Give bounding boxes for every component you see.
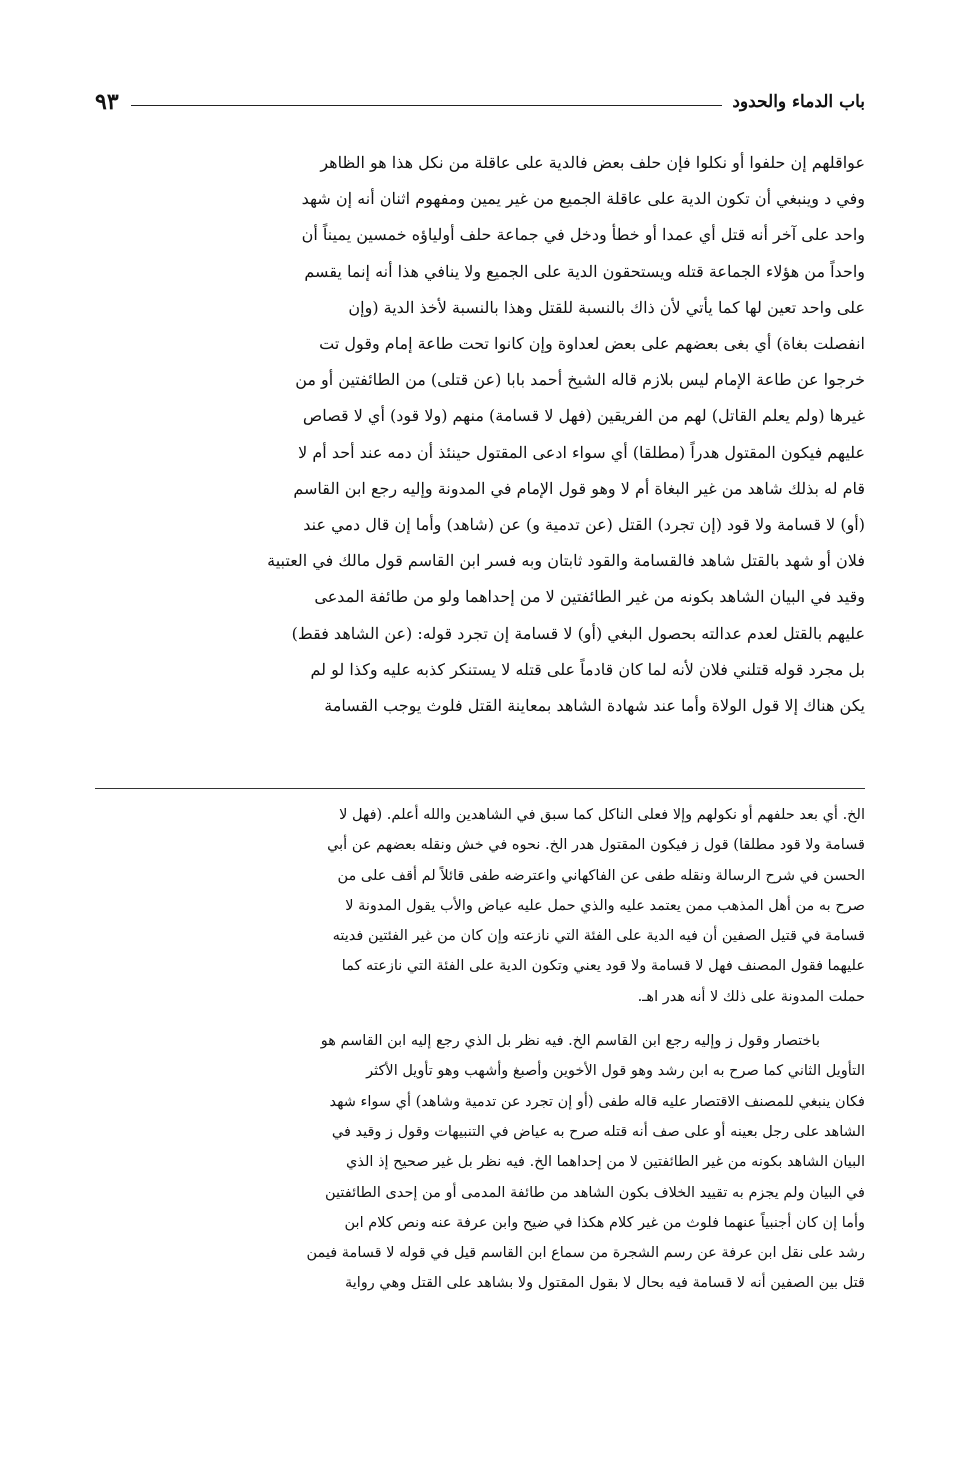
note-line: البيان الشاهد بكونه من غير الطائفتين لا من إحداهما الخ. فيه نظر بل غير صحيح إذ الذي [346, 1154, 865, 1171]
note-line: الحسن في شرح الرسالة ونقله طفى عن الفاكهاني واعترضه طفى قائلاً لم أقف على من [337, 867, 865, 884]
footnote-divider [95, 788, 865, 789]
footnote-paragraph [95, 1026, 865, 1299]
text-line: عواقلهم إن حلفوا أو نكلوا فإن حلف بعض فالدية على عاقلة من نكل هذا هو الظاهر [320, 153, 865, 172]
footnotes [95, 800, 865, 1299]
note-line: رشد على نقل ابن عرفة عن رسم الشجرة من سماع ابن القاسم قيل في قوله لا قسامة فيمن [306, 1245, 865, 1262]
text-line: قام له بذلك شاهد من غير البغاة أم لا وهو قول الإمام في المدونة وإليه رجع ابن القاسم [293, 478, 865, 498]
note-line: فكان ينبغي للمصنف الاقتصار عليه قاله طفى (أو إن تجرد عن تدمية وشاهد) أي سواء شهد [329, 1093, 865, 1110]
note-line: صرح به من أهل المذهب ممن يعتمد عليه والذي حمل عليه عياض والأب يقول المدونة لا [345, 897, 865, 914]
text-line: يكن هناك إلا قول الولاة وأما عند شهادة الشاهد بمعاينة القتل فلوث يوجب القسامة [324, 696, 865, 716]
note-line: في البيان ولم يجزم به تقييد الخلاف بكون الشاهد من طائفة المدمى أو من إحدى الطائفتين [324, 1184, 865, 1201]
text-line: عليهم فيكون المقتول هدراً (مطلقا) أي سواء ادعى المقتول حينئذ أن دمه عند أحد أم لا [298, 442, 865, 462]
note-line: حملت المدونة على ذلك لا أنه هدر اهـ. [637, 988, 865, 1005]
text-line: عليهم بالقتل لعدم عدالته بحصول البغي (أو) لا قسامة إن تجرد قوله: (عن الشاهد فقط) [291, 623, 865, 643]
text-line: انفصلت بغاة) أي بغى بعضهم على بعض لعداوة وإن كانوا تحت طاعة إمام وقول تت [319, 334, 865, 354]
header-rule [131, 105, 723, 106]
note-line: الخ. أي بعد حلفهم أو نكولهم وإلا فعلى الناكل كما سبق في الشاهدين والله أعلم. (فهل لا [339, 807, 865, 823]
page-header [95, 82, 865, 122]
text-line: بل مجرد قوله قتلني فلان لأنه لما كان قادماً على قتله لا يستنكر كذبه عليه وكذا لو لم [310, 659, 865, 679]
note-line: التأويل الثاني كما صرح به ابن رشد وهو قول الأخوين وأصبغ وأشهب وهو تأويل الأكثر [366, 1063, 865, 1080]
note-line: قسامة في قتيل الصفين أن فيه الدية على الفئة التي نازعته وإن كان من غير الفئتين فديته [332, 928, 865, 945]
text-line: غيرها (ولم يعلم القاتل) لهم من الفريقين (فهل لا قسامة) منهم (ولا قود) أي لا قصاص [302, 406, 865, 426]
page-number: ٩٣ [95, 89, 119, 115]
running-title: باب الدماء والحدود [732, 92, 865, 112]
text-line: واحد على آخر أنه قتل أي عمدا أو خطأ ودخل في جماعة حلف أولياؤه خمسين يميناً أن [301, 225, 865, 245]
text-line: واحداً من هؤلاء الجماعة قتله ويستحقون الدية على الجميع ولا ينافي هذا أنه إنما يقسم [304, 261, 865, 281]
main-text [95, 145, 865, 724]
note-line: وأما إن كان أجنبياً عنهما فلوث من غير كلام هكذا في ضيح وابن عرفة عنه ونص كلام ابن [344, 1214, 865, 1231]
footnote-paragraph [95, 800, 865, 1012]
note-line: عليهما فقول المصنف فهل لا قسامة ولا قود يعني وتكون الدية على الفئة التي نازعته كما [341, 958, 865, 975]
text-line: وقيد في البيان الشاهد بكونه من غير الطائفتين لا من إحداهما ولو من طائفة المدعى [314, 587, 865, 607]
note-line: الشاهد على رجل بعينه أو على صف أنه قتله صرح به عياض في التنبيهات وقول ز وقيد في [331, 1123, 865, 1140]
text-line: على واحد تعين لها كما يأتي لأن ذاك بالنسبة للقتل وهذا بالنسبة لأخذ الدية (وإن [348, 297, 865, 317]
text-line: خرجوا عن طاعة الإمام ليس بلازم قاله الشيخ أحمد بابا (عن قتلى) من الطائفتين أو من [295, 370, 865, 390]
text-line: (أو) لا قسامة ولا قود (إن تجرد) القتل (عن تدمية و) عن (شاهد) وأما إن قال دمي عند [303, 515, 865, 535]
note-line: قسامة ولا قود مطلقا) قول ز فيكون المقتول هدر الخ. نحوه في خش ونقله بعضهم عن أبي [327, 837, 865, 854]
text-line: فلان أو شهد بالقتل شاهد فالقسامة والقود ثابتان وبه فسر ابن القاسم قول مالك في العتبية [267, 551, 865, 571]
note-line: باختصار وقول ز وإليه رجع ابن القاسم الخ. فيه نظر بل الذي رجع إليه ابن القاسم هو [320, 1033, 820, 1050]
text-line: وفي د وينبغي أن تكون الدية على عاقلة الجميع من غير يمين ومفهوم اثنان أنه إن شهد [301, 189, 865, 209]
note-line: قتل بين الصفين أنه لا قسامة فيه بحال لا بقول المقتول ولا بشاهد على القتل وهي رواية [344, 1275, 865, 1292]
